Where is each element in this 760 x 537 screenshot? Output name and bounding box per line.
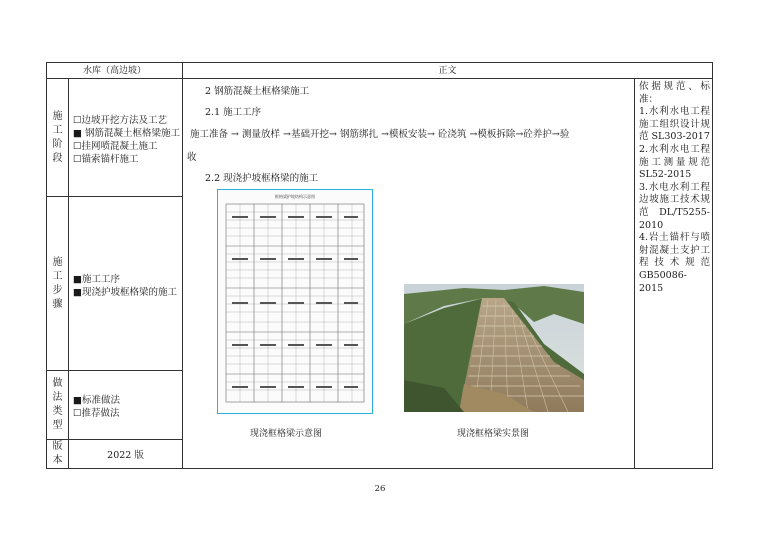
steps-option: ■现浇护坡框格梁的施工 bbox=[73, 286, 177, 298]
process-line-wrap: 收 bbox=[187, 152, 197, 163]
reference-line: 4.岩土锚杆与喷射混凝土支护工程技术规范GB50086-2015 bbox=[639, 232, 711, 294]
reference-column bbox=[635, 79, 713, 469]
stage-option: ☐锚索锚杆施工 bbox=[73, 153, 139, 165]
stage-option: ☐挂网喷混凝土施工 bbox=[73, 140, 158, 152]
stage-options bbox=[69, 79, 183, 197]
reference-line: 依据规范、标准： bbox=[639, 81, 711, 105]
type-option: ■标准做法 bbox=[73, 395, 120, 406]
drawing-title: 框格梁护坡结构示意图 bbox=[275, 194, 315, 199]
type-option: ☐推荐做法 bbox=[73, 408, 120, 419]
subsection-1: 2.1 施工工序 bbox=[205, 107, 262, 118]
content-table bbox=[46, 62, 713, 469]
stage-label: 施 工 阶 段 bbox=[47, 79, 69, 197]
section-heading: 2 钢筋混凝土框格梁施工 bbox=[205, 86, 310, 97]
steps-option: ■施工工序 bbox=[73, 273, 120, 285]
caption-photo: 现浇框格梁实景图 bbox=[457, 429, 530, 439]
frame-beam-drawing bbox=[217, 189, 373, 414]
steps-options bbox=[69, 197, 183, 371]
version-value: 2022 版 bbox=[69, 440, 183, 469]
steps-label: 施 工 步 骤 bbox=[47, 197, 69, 371]
header-left: 水库（高边坡） bbox=[47, 63, 183, 79]
stage-option: ■ 钢筋混凝土框格梁施工 bbox=[73, 127, 180, 139]
subsection-2: 2.2 现浇护坡框格梁的施工 bbox=[205, 173, 319, 184]
version-label: 版 本 bbox=[47, 440, 69, 469]
type-options bbox=[69, 371, 183, 440]
header-right: 正文 bbox=[183, 63, 713, 79]
reference-line: 2.水利水电工程施工测量规范SL52-2015 bbox=[639, 143, 711, 181]
process-line: 施工准备 → 测量放样 →基础开挖→ 钢筋绑扎 →模板安装→ 砼浇筑 →模板拆除→砼养护→验 bbox=[190, 129, 570, 140]
slope-photo-image bbox=[404, 284, 584, 412]
stage-option: ☐边坡开挖方法及工艺 bbox=[73, 114, 168, 126]
slope-photo bbox=[404, 284, 584, 412]
page-number: 26 bbox=[374, 484, 386, 494]
drawing-lines bbox=[218, 190, 372, 413]
caption-drawing: 现浇框格梁示意图 bbox=[250, 429, 323, 439]
reference-line: 3.水电水利工程边坡施工技术规范DL/T5255-2010 bbox=[639, 181, 711, 231]
type-label: 做 法 类 型 bbox=[47, 371, 69, 440]
reference-line: 1.水利水电工程施工组织设计规范 SL303-2017 bbox=[639, 106, 711, 143]
